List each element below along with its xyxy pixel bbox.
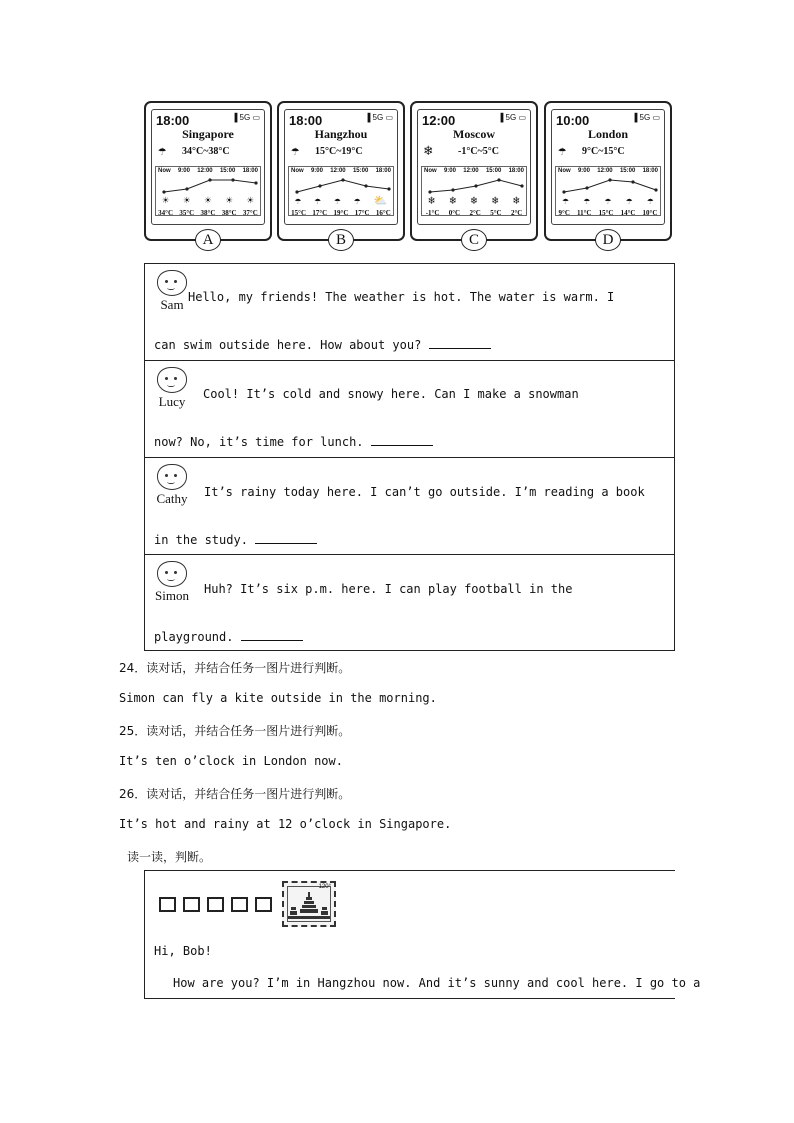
dialogue-line: Hello, my friends! The weather is hot. The water is warm. I xyxy=(188,290,615,304)
forecast-temp: 9°C xyxy=(558,209,570,217)
answer-blank[interactable] xyxy=(255,532,317,544)
forecast-temp: 34°C xyxy=(158,209,174,217)
phone-option-label: B xyxy=(328,229,354,251)
temp-point xyxy=(387,187,390,190)
signal-status: ▐ 5G ▭ xyxy=(631,113,660,122)
sam-face-icon xyxy=(157,270,187,296)
forecast-weather-icon: ☀ xyxy=(162,194,169,207)
dialogue-line: Cool! It’s cold and snowy here. Can I make a snowman xyxy=(203,387,579,401)
dialogue-row-cathy xyxy=(145,457,674,555)
answer-blank[interactable] xyxy=(429,337,491,349)
forecast-weather-icon: ☂ xyxy=(294,194,302,207)
phone-screen xyxy=(417,109,531,225)
dialogue-row-sam xyxy=(145,264,674,360)
hour-label: 15:00 xyxy=(485,168,502,174)
temp-range: -1°C~5°C xyxy=(458,146,499,157)
lucy-face-icon xyxy=(157,367,187,393)
temp-point xyxy=(585,186,588,189)
phone-screen xyxy=(151,109,265,225)
hour-label: 18:00 xyxy=(508,168,524,174)
speaker-name: Sam xyxy=(160,297,184,312)
city-name: Singapore xyxy=(182,127,234,141)
phone-screen xyxy=(551,109,665,225)
phone-time: 18:00 xyxy=(289,113,323,128)
signal-status: ▐ 5G ▭ xyxy=(497,113,526,122)
question-24-text: Simon can fly a kite outside in the morning. xyxy=(119,691,437,705)
dialogue-line: Huh? It’s six p.m. here. I can play football in the xyxy=(204,582,573,596)
hour-label: 18:00 xyxy=(242,168,258,174)
dialogue-row-simon xyxy=(145,554,674,651)
forecast-weather-icon: ❄ xyxy=(470,194,478,207)
hour-label: Now xyxy=(158,168,171,174)
city-name: London xyxy=(587,127,629,141)
phone-d xyxy=(544,101,672,248)
forecast-temp: 11°C xyxy=(577,209,592,217)
avatar-simon xyxy=(155,561,189,604)
hour-label: 15:00 xyxy=(619,168,636,174)
phone-time: 18:00 xyxy=(156,113,190,128)
current-weather-icon: ☂ xyxy=(558,143,567,159)
forecast-weather-icon: ☀ xyxy=(204,194,212,207)
temp-curve xyxy=(422,176,532,196)
hour-label: 18:00 xyxy=(375,168,391,174)
dialogue-line: in the study. xyxy=(154,533,248,547)
forecast-weather-icon: ☂ xyxy=(647,194,654,207)
phone-c xyxy=(410,101,538,248)
temp-point xyxy=(451,188,454,191)
city-name: Hangzhou xyxy=(314,127,368,141)
forecast-weather-icon: ⛅ xyxy=(373,194,388,207)
hour-label: Now xyxy=(558,168,571,174)
current-weather-icon: ❄ xyxy=(424,143,433,159)
forecast-temp: 35°C xyxy=(179,209,195,217)
phone-time: 12:00 xyxy=(422,113,456,128)
hour-label: 9:00 xyxy=(443,168,456,174)
answer-blank[interactable] xyxy=(241,629,303,641)
forecast-temp: 2°C xyxy=(469,209,481,217)
speaker-name: Lucy xyxy=(158,394,186,409)
speaker-name: Cathy xyxy=(156,491,188,506)
forecast-weather-icon: ☂ xyxy=(625,194,633,207)
forecast-temp: 38°C xyxy=(200,209,216,217)
forecast-temp: 16°C xyxy=(375,209,391,217)
forecast-weather-icon: ☂ xyxy=(562,194,569,207)
temp-line xyxy=(564,180,656,192)
hour-label: 9:00 xyxy=(310,168,323,174)
temp-point xyxy=(341,178,344,181)
hour-label: 15:00 xyxy=(219,168,236,174)
forecast-weather-icon: ❄ xyxy=(428,194,435,207)
question-25-title: 25．读对话，并结合任务一图片进行判断。 xyxy=(119,724,351,738)
hour-label: 18:00 xyxy=(642,168,658,174)
forecast-weather-icon: ☂ xyxy=(353,194,361,207)
phone-b xyxy=(277,101,405,248)
temp-range: 15°C~19°C xyxy=(315,146,363,157)
temp-point xyxy=(231,178,234,181)
temp-point xyxy=(185,187,188,190)
forecast-weather-icon: ❄ xyxy=(513,194,520,207)
hour-label: 12:00 xyxy=(463,168,479,174)
question-25-text: It’s ten o’clock in London now. xyxy=(119,754,343,768)
temp-range: 34°C~38°C xyxy=(182,146,230,157)
temp-point xyxy=(364,184,367,187)
postcode-box xyxy=(159,897,176,912)
dialogue-row-lucy xyxy=(145,360,674,458)
hour-label: 15:00 xyxy=(352,168,369,174)
temp-line xyxy=(297,180,389,192)
avatar-lucy xyxy=(155,367,189,410)
hour-label: 12:00 xyxy=(597,168,613,174)
forecast-temp: 17°C xyxy=(354,209,370,217)
forecast-temp: 38°C xyxy=(221,209,237,217)
forecast-weather-icon: ☂ xyxy=(314,194,321,207)
cathy-face-icon xyxy=(157,464,187,490)
forecast-weather-icon: ☂ xyxy=(334,194,341,207)
signal-status: ▐ 5G ▭ xyxy=(231,113,260,122)
forecast-temp: 17°C xyxy=(312,209,328,217)
temp-curve xyxy=(556,176,666,196)
temp-point xyxy=(318,184,321,187)
postcode-box xyxy=(207,897,224,912)
avatar-cathy xyxy=(155,464,189,507)
temp-curve xyxy=(289,176,399,196)
forecast-temp: 0°C xyxy=(448,209,461,217)
simon-face-icon xyxy=(157,561,187,587)
forecast-temp: 10°C xyxy=(642,209,658,217)
letter-body: How are you? I’m in Hangzhou now. And it’s sunny and cool here. I go to a xyxy=(173,976,701,990)
dialogue-line: now? No, it’s time for lunch. xyxy=(154,435,364,449)
question-26-text: It’s hot and rainy at 12 o’clock in Singapore. xyxy=(119,817,452,831)
phone-time: 10:00 xyxy=(556,113,590,128)
dialogue-table xyxy=(144,263,675,651)
hour-label: 9:00 xyxy=(177,168,190,174)
pagoda-icon xyxy=(286,889,332,925)
temp-point xyxy=(474,184,477,187)
postcard-letter xyxy=(144,870,701,999)
postcode-box xyxy=(231,897,248,912)
forecast-weather-icon: ☂ xyxy=(583,194,591,207)
temp-point xyxy=(631,180,634,183)
forecast-weather-icon: ❄ xyxy=(449,194,457,207)
forecast-temp: 2°C xyxy=(510,209,523,217)
hour-label: 12:00 xyxy=(197,168,213,174)
forecast-weather-icon: ☀ xyxy=(247,194,254,207)
avatar-sam xyxy=(155,270,189,313)
postcode-box xyxy=(255,897,272,912)
section-title: 读一读，判断。 xyxy=(127,850,212,864)
temp-point xyxy=(497,178,500,181)
dialogue-line: It’s rainy today here. I can’t go outside. I’m reading a book xyxy=(204,485,645,499)
temp-point xyxy=(608,178,611,181)
forecast-temp: 19°C xyxy=(333,209,349,217)
stamp-image xyxy=(282,881,336,927)
forecast-temp: 14°C xyxy=(620,209,636,217)
forecast-weather-icon: ☀ xyxy=(183,194,191,207)
dialogue-line: can swim outside here. How about you? xyxy=(154,338,422,352)
hour-label: 9:00 xyxy=(577,168,590,174)
current-weather-icon: ☂ xyxy=(158,143,167,159)
phone-a xyxy=(144,101,272,248)
temp-point xyxy=(654,188,657,191)
signal-status: ▐ 5G ▭ xyxy=(364,113,393,122)
temp-point xyxy=(520,184,523,187)
temp-point xyxy=(208,178,211,181)
temp-point xyxy=(254,181,257,184)
forecast-weather-icon: ☀ xyxy=(225,194,233,207)
forecast-weather-icon: ☂ xyxy=(604,194,612,207)
dialogue-line: playground. xyxy=(154,630,234,644)
phone-option-label: A xyxy=(195,229,221,251)
letter-greeting: Hi, Bob! xyxy=(154,944,212,958)
forecast-temp: 15°C xyxy=(598,209,614,217)
phone-option-label: D xyxy=(595,229,621,251)
hour-label: Now xyxy=(291,168,304,174)
postcode-box xyxy=(183,897,200,912)
speaker-name: Simon xyxy=(155,588,189,603)
forecast-weather-icon: ❄ xyxy=(491,194,499,207)
city-name: Moscow xyxy=(453,127,495,141)
answer-blank[interactable] xyxy=(371,434,433,446)
hour-label: Now xyxy=(424,168,437,174)
temp-curve xyxy=(156,176,266,196)
current-weather-icon: ☂ xyxy=(291,143,300,159)
question-24-title: 24．读对话，并结合任务一图片进行判断。 xyxy=(119,661,351,675)
phone-option-label: C xyxy=(461,229,487,251)
question-26-title: 26．读对话，并结合任务一图片进行判断。 xyxy=(119,787,351,801)
forecast-temp: 37°C xyxy=(242,209,258,217)
forecast-temp: 5°C xyxy=(490,209,502,217)
forecast-temp: 15°C xyxy=(291,209,307,217)
stamp-value: 120° xyxy=(318,884,331,890)
forecast-temp: -1°C xyxy=(425,209,440,217)
phone-screen xyxy=(284,109,398,225)
temp-range: 9°C~15°C xyxy=(582,146,625,157)
temp-line xyxy=(164,180,256,192)
hour-label: 12:00 xyxy=(330,168,346,174)
